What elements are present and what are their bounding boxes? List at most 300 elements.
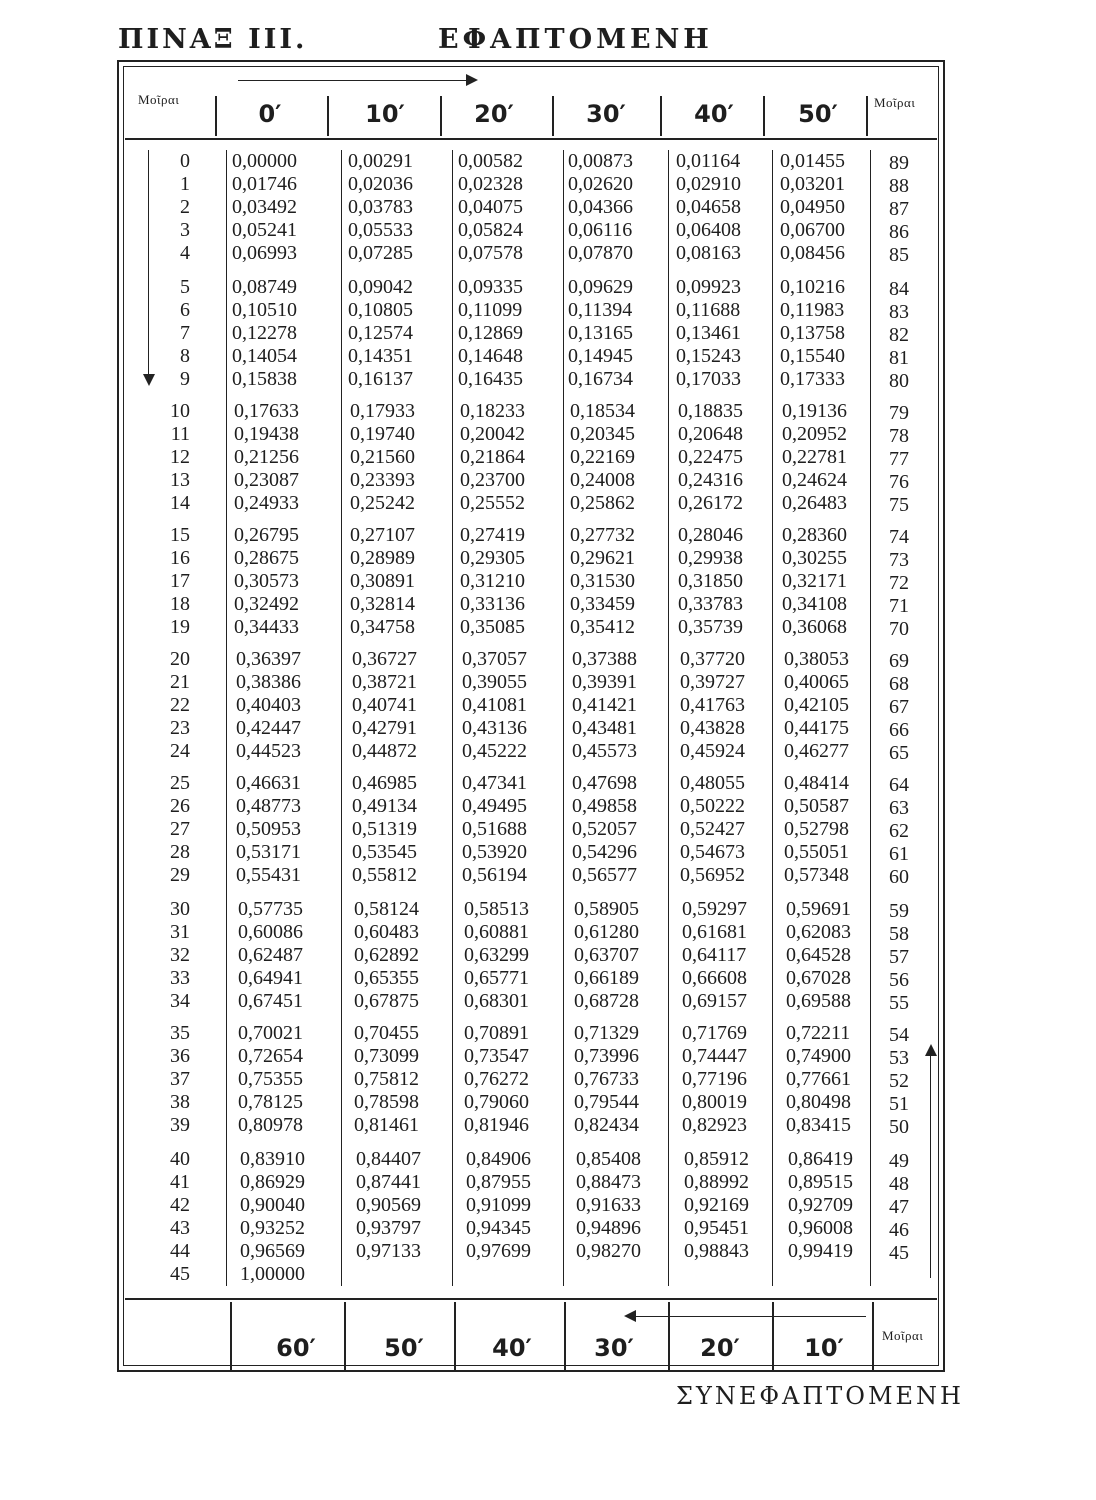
tangent-value: 0,91099 xyxy=(466,1194,531,1216)
tangent-value: 0,14351 xyxy=(348,345,413,367)
tangent-value: 0,00291 xyxy=(348,150,413,172)
tangent-value: 0,28989 xyxy=(350,547,415,569)
tangent-value: 0,93252 xyxy=(240,1217,305,1239)
tangent-value: 0,38386 xyxy=(236,671,301,693)
tangent-value: 0,97699 xyxy=(466,1240,531,1262)
tangent-value: 0,17633 xyxy=(234,400,299,422)
complement-degree-value: 52 xyxy=(889,1070,909,1092)
footer-column-divider xyxy=(230,1302,232,1370)
tangent-value: 0,39055 xyxy=(462,671,527,693)
header-column-divider xyxy=(327,96,329,136)
tangent-value: 0,51688 xyxy=(462,818,527,840)
header-column-divider xyxy=(215,96,217,136)
complement-degree-value: 74 xyxy=(889,526,909,548)
header-moirai-right: Μοῖραι xyxy=(874,95,916,110)
tangent-value: 0,35085 xyxy=(460,616,525,638)
body-column-divider xyxy=(563,150,564,1286)
tangent-value: 0,24933 xyxy=(234,492,299,514)
degree-value: 33 xyxy=(170,967,190,989)
complement-degree-value: 79 xyxy=(889,402,909,424)
complement-degree-value: 84 xyxy=(889,278,909,300)
header-column-divider xyxy=(866,96,868,136)
tangent-value: 0,60483 xyxy=(354,921,419,943)
cotangent-title: ΣΥΝΕΦΑΠΤΟΜΕΝΗ xyxy=(676,1382,964,1410)
tangent-value: 0,62892 xyxy=(354,944,419,966)
complement-degree-value: 55 xyxy=(889,992,909,1014)
tangent-value: 0,09335 xyxy=(458,276,523,298)
tangent-value: 0,34758 xyxy=(350,616,415,638)
degree-value: 43 xyxy=(170,1217,190,1239)
tangent-value: 0,53920 xyxy=(462,841,527,863)
tangent-value: 0,35412 xyxy=(570,616,635,638)
tangent-value: 0,37057 xyxy=(462,648,527,670)
tangent-value: 0,41763 xyxy=(680,694,745,716)
tangent-value: 0,70891 xyxy=(464,1022,529,1044)
footer-minute-label: 30′ xyxy=(594,1334,634,1362)
tangent-value: 0,50222 xyxy=(680,795,745,817)
tangent-value: 0,21864 xyxy=(460,446,525,468)
tangent-value: 0,89515 xyxy=(788,1171,853,1193)
footer-divider xyxy=(125,1298,937,1300)
degree-value: 7 xyxy=(180,322,190,344)
tangent-value: 0,55431 xyxy=(236,864,301,886)
tangent-value: 0,06993 xyxy=(232,242,297,264)
tangent-value: 0,64117 xyxy=(682,944,747,966)
tangent-value: 0,18534 xyxy=(570,400,635,422)
tangent-value: 0,02910 xyxy=(676,173,741,195)
tangent-value: 0,50953 xyxy=(236,818,301,840)
top-arrow-head xyxy=(466,74,478,86)
tangent-value: 0,71329 xyxy=(574,1022,639,1044)
tangent-value: 0,91633 xyxy=(576,1194,641,1216)
complement-degree-value: 54 xyxy=(889,1024,909,1046)
degree-value: 13 xyxy=(170,469,190,491)
tangent-value: 0,73547 xyxy=(464,1045,529,1067)
tangent-value: 0,42447 xyxy=(236,717,301,739)
tangent-value: 0,56194 xyxy=(462,864,527,886)
degree-value: 0 xyxy=(180,150,190,172)
degree-value: 12 xyxy=(170,446,190,468)
degree-value: 34 xyxy=(170,990,190,1012)
tangent-value: 0,11983 xyxy=(780,299,845,321)
tangent-value: 0,28675 xyxy=(234,547,299,569)
tangent-value: 0,97133 xyxy=(356,1240,421,1262)
tangent-value: 1,00000 xyxy=(240,1263,305,1285)
tangent-value: 0,92709 xyxy=(788,1194,853,1216)
tangent-value: 0,19438 xyxy=(234,423,299,445)
tangent-value: 0,96008 xyxy=(788,1217,853,1239)
tangent-value: 0,69588 xyxy=(786,990,851,1012)
tangent-value: 0,23087 xyxy=(234,469,299,491)
tangent-value: 0,17933 xyxy=(350,400,415,422)
tangent-value: 0,48773 xyxy=(236,795,301,817)
tangent-value: 0,72654 xyxy=(238,1045,303,1067)
tangent-value: 0,20042 xyxy=(460,423,525,445)
tangent-value: 0,94896 xyxy=(576,1217,641,1239)
header-column-divider xyxy=(552,96,554,136)
tangent-value: 0,20952 xyxy=(782,423,847,445)
tangent-value: 0,18835 xyxy=(678,400,743,422)
tangent-value: 0,76272 xyxy=(464,1068,529,1090)
footer-column-divider xyxy=(344,1302,346,1370)
tangent-value: 0,09042 xyxy=(348,276,413,298)
header-minute-label: 10′ xyxy=(365,100,405,128)
degree-value: 39 xyxy=(170,1114,190,1136)
tangent-value: 0,81946 xyxy=(464,1114,529,1136)
tangent-value: 0,00582 xyxy=(458,150,523,172)
complement-degree-value: 70 xyxy=(889,618,909,640)
degree-value: 23 xyxy=(170,717,190,739)
tangent-value: 0,32171 xyxy=(782,570,847,592)
complement-degree-value: 77 xyxy=(889,448,909,470)
degree-value: 20 xyxy=(170,648,190,670)
complement-degree-value: 88 xyxy=(889,175,909,197)
tangent-value: 0,41421 xyxy=(572,694,637,716)
degree-value: 18 xyxy=(170,593,190,615)
footer-column-divider xyxy=(772,1302,774,1370)
tangent-value: 0,92169 xyxy=(684,1194,749,1216)
tangent-value: 0,28360 xyxy=(782,524,847,546)
complement-degree-value: 57 xyxy=(889,946,909,968)
tangent-value: 0,60086 xyxy=(238,921,303,943)
tangent-value: 0,79060 xyxy=(464,1091,529,1113)
tangent-value: 0,88992 xyxy=(684,1171,749,1193)
tangent-value: 0,99419 xyxy=(788,1240,853,1262)
tangent-value: 0,86419 xyxy=(788,1148,853,1170)
complement-degree-value: 60 xyxy=(889,866,909,888)
tangent-value: 0,30255 xyxy=(782,547,847,569)
tangent-value: 0,32814 xyxy=(350,593,415,615)
tangent-value: 0,27732 xyxy=(570,524,635,546)
tangent-value: 0,15243 xyxy=(676,345,741,367)
tangent-value: 0,27419 xyxy=(460,524,525,546)
complement-degree-value: 45 xyxy=(889,1242,909,1264)
tangent-value: 0,18233 xyxy=(460,400,525,422)
tangent-value: 0,45222 xyxy=(462,740,527,762)
tangent-value: 0,68728 xyxy=(574,990,639,1012)
tangent-value: 0,43136 xyxy=(462,717,527,739)
tangent-value: 0,04366 xyxy=(568,196,633,218)
degree-value: 29 xyxy=(170,864,190,886)
tangent-value: 0,81461 xyxy=(354,1114,419,1136)
complement-degree-value: 56 xyxy=(889,969,909,991)
tangent-value: 0,50587 xyxy=(784,795,849,817)
degree-value: 1 xyxy=(180,173,190,195)
tangent-value: 0,04075 xyxy=(458,196,523,218)
degree-value: 36 xyxy=(170,1045,190,1067)
tangent-value: 0,43481 xyxy=(572,717,637,739)
tangent-value: 0,02328 xyxy=(458,173,523,195)
body-column-divider xyxy=(772,150,773,1286)
footer-column-divider xyxy=(564,1302,566,1370)
header-minute-label: 40′ xyxy=(694,100,734,128)
tangent-value: 0,70455 xyxy=(354,1022,419,1044)
complement-degree-value: 83 xyxy=(889,301,909,323)
tangent-value: 0,58905 xyxy=(574,898,639,920)
complement-degree-value: 64 xyxy=(889,774,909,796)
tangent-value: 0,03201 xyxy=(780,173,845,195)
tangent-value: 0,25862 xyxy=(570,492,635,514)
tangent-value: 0,37720 xyxy=(680,648,745,670)
complement-degree-value: 67 xyxy=(889,696,909,718)
tangent-value: 0,82923 xyxy=(682,1114,747,1136)
tangent-value: 0,62487 xyxy=(238,944,303,966)
tangent-value: 0,78125 xyxy=(238,1091,303,1113)
tangent-value: 0,46631 xyxy=(236,772,301,794)
degree-value: 16 xyxy=(170,547,190,569)
tangent-value: 0,74447 xyxy=(682,1045,747,1067)
tangent-value: 0,85912 xyxy=(684,1148,749,1170)
tangent-value: 0,10510 xyxy=(232,299,297,321)
header-divider xyxy=(125,138,937,140)
complement-degree-value: 68 xyxy=(889,673,909,695)
tangent-value: 0,76733 xyxy=(574,1068,639,1090)
tangent-value: 0,87441 xyxy=(356,1171,421,1193)
header-moirai-left: Μοῖραι xyxy=(138,92,180,107)
complement-degree-value: 81 xyxy=(889,347,909,369)
tangent-value: 0,52057 xyxy=(572,818,637,840)
header-minute-label: 30′ xyxy=(586,100,626,128)
footer-moirai: Μοῖραι xyxy=(882,1328,924,1343)
tangent-value: 0,73099 xyxy=(354,1045,419,1067)
tangent-value: 0,65771 xyxy=(464,967,529,989)
tangent-value: 0,03783 xyxy=(348,196,413,218)
tangent-value: 0,13461 xyxy=(676,322,741,344)
complement-degree-value: 49 xyxy=(889,1150,909,1172)
degree-value: 8 xyxy=(180,345,190,367)
tangent-value: 0,29621 xyxy=(570,547,635,569)
tangent-value: 0,88473 xyxy=(576,1171,641,1193)
tangent-value: 0,47698 xyxy=(572,772,637,794)
tangent-value: 0,98270 xyxy=(576,1240,641,1262)
tangent-value: 0,82434 xyxy=(574,1114,639,1136)
complement-degree-value: 85 xyxy=(889,244,909,266)
degree-value: 35 xyxy=(170,1022,190,1044)
tangent-value: 0,59297 xyxy=(682,898,747,920)
complement-degree-value: 46 xyxy=(889,1219,909,1241)
tangent-value: 0,08456 xyxy=(780,242,845,264)
tangent-value: 0,80019 xyxy=(682,1091,747,1113)
footer-minute-label: 40′ xyxy=(492,1334,532,1362)
tangent-value: 0,52427 xyxy=(680,818,745,840)
tangent-value: 0,67451 xyxy=(238,990,303,1012)
degree-value: 5 xyxy=(180,276,190,298)
tangent-value: 0,07870 xyxy=(568,242,633,264)
tangent-value: 0,22781 xyxy=(782,446,847,468)
complement-degree-value: 65 xyxy=(889,742,909,764)
tangent-value: 0,15838 xyxy=(232,368,297,390)
tangent-value: 0,75355 xyxy=(238,1068,303,1090)
degree-value: 2 xyxy=(180,196,190,218)
tangent-value: 0,53545 xyxy=(352,841,417,863)
tangent-value: 0,20648 xyxy=(678,423,743,445)
tangent-value: 0,24624 xyxy=(782,469,847,491)
tangent-value: 0,14945 xyxy=(568,345,633,367)
tangent-value: 0,74900 xyxy=(786,1045,851,1067)
degree-value: 27 xyxy=(170,818,190,840)
tangent-value: 0,05824 xyxy=(458,219,523,241)
complement-degree-value: 63 xyxy=(889,797,909,819)
degree-value: 17 xyxy=(170,570,190,592)
footer-minute-label: 60′ xyxy=(276,1334,316,1362)
tangent-value: 0,02036 xyxy=(348,173,413,195)
degree-value: 22 xyxy=(170,694,190,716)
tangent-value: 0,71769 xyxy=(682,1022,747,1044)
tangent-value: 0,62083 xyxy=(786,921,851,943)
tangent-value: 0,23393 xyxy=(350,469,415,491)
tangent-value: 0,07578 xyxy=(458,242,523,264)
tangent-value: 0,09629 xyxy=(568,276,633,298)
degree-value: 19 xyxy=(170,616,190,638)
tangent-value: 0,78598 xyxy=(354,1091,419,1113)
tangent-value: 0,69157 xyxy=(682,990,747,1012)
tangent-value: 0,46277 xyxy=(784,740,849,762)
tangent-value: 0,30573 xyxy=(234,570,299,592)
tangent-value: 0,01455 xyxy=(780,150,845,172)
top-arrow-line xyxy=(238,80,470,81)
tangent-value: 0,21560 xyxy=(350,446,415,468)
tangent-value: 0,35739 xyxy=(678,616,743,638)
tangent-value: 0,53171 xyxy=(236,841,301,863)
degree-value: 11 xyxy=(170,423,190,445)
tangent-value: 0,54296 xyxy=(572,841,637,863)
tangent-value: 0,10805 xyxy=(348,299,413,321)
tangent-value: 0,95451 xyxy=(684,1217,749,1239)
footer-column-divider xyxy=(454,1302,456,1370)
tangent-value: 0,29305 xyxy=(460,547,525,569)
tangent-value: 0,42791 xyxy=(352,717,417,739)
tangent-value: 0,36068 xyxy=(782,616,847,638)
tangent-value: 0,65355 xyxy=(354,967,419,989)
complement-degree-value: 47 xyxy=(889,1196,909,1218)
degree-value: 6 xyxy=(180,299,190,321)
tangent-value: 0,66189 xyxy=(574,967,639,989)
right-arrow-line xyxy=(930,1054,931,1278)
tangent-value: 0,06116 xyxy=(568,219,633,241)
tangent-value: 0,05241 xyxy=(232,219,297,241)
body-column-divider xyxy=(226,150,227,1286)
tangent-value: 0,12574 xyxy=(348,322,413,344)
degree-value: 41 xyxy=(170,1171,190,1193)
tangent-value: 0,39391 xyxy=(572,671,637,693)
degree-value: 42 xyxy=(170,1194,190,1216)
tangent-value: 0,46985 xyxy=(352,772,417,794)
complement-degree-value: 66 xyxy=(889,719,909,741)
tangent-value: 0,11394 xyxy=(568,299,633,321)
tangent-value: 0,07285 xyxy=(348,242,413,264)
tangent-value: 0,49495 xyxy=(462,795,527,817)
tangent-value: 0,45924 xyxy=(680,740,745,762)
tangent-value: 0,26483 xyxy=(782,492,847,514)
tangent-value: 0,60881 xyxy=(464,921,529,943)
tangent-value: 0,61681 xyxy=(682,921,747,943)
tangent-value: 0,63299 xyxy=(464,944,529,966)
tangent-value: 0,42105 xyxy=(784,694,849,716)
tangent-value: 0,77661 xyxy=(786,1068,851,1090)
tangent-value: 0,33459 xyxy=(570,593,635,615)
tangent-value: 0,86929 xyxy=(240,1171,305,1193)
tangent-value: 0,37388 xyxy=(572,648,637,670)
tangent-value: 0,96569 xyxy=(240,1240,305,1262)
tangent-value: 0,80498 xyxy=(786,1091,851,1113)
tangent-value: 0,44175 xyxy=(784,717,849,739)
complement-degree-value: 71 xyxy=(889,595,909,617)
tangent-value: 0,17033 xyxy=(676,368,741,390)
tangent-value: 0,36727 xyxy=(352,648,417,670)
degree-value: 26 xyxy=(170,795,190,817)
tangent-value: 0,79544 xyxy=(574,1091,639,1113)
complement-degree-value: 80 xyxy=(889,370,909,392)
tangent-value: 0,68301 xyxy=(464,990,529,1012)
tangent-value: 0,00000 xyxy=(232,150,297,172)
footer-minute-label: 50′ xyxy=(384,1334,424,1362)
tangent-value: 0,31850 xyxy=(678,570,743,592)
body-column-divider xyxy=(870,150,871,1286)
tangent-value: 0,21256 xyxy=(234,446,299,468)
degree-value: 45 xyxy=(170,1263,190,1285)
tangent-value: 0,16734 xyxy=(568,368,633,390)
degree-value: 40 xyxy=(170,1148,190,1170)
tangent-value: 0,20345 xyxy=(570,423,635,445)
tangent-value: 0,32492 xyxy=(234,593,299,615)
tangent-value: 0,67028 xyxy=(786,967,851,989)
tangent-value: 0,84906 xyxy=(466,1148,531,1170)
tangent-value: 0,06408 xyxy=(676,219,741,241)
tangent-value: 0,80978 xyxy=(238,1114,303,1136)
degree-value: 25 xyxy=(170,772,190,794)
body-column-divider xyxy=(452,150,453,1286)
tangent-value: 0,87955 xyxy=(466,1171,531,1193)
tangent-value: 0,19136 xyxy=(782,400,847,422)
degree-value: 3 xyxy=(180,219,190,241)
tangent-value: 0,15540 xyxy=(780,345,845,367)
tangent-value: 0,64941 xyxy=(238,967,303,989)
tangent-value: 0,25242 xyxy=(350,492,415,514)
tangent-value: 0,45573 xyxy=(572,740,637,762)
header-column-divider xyxy=(660,96,662,136)
tangent-value: 0,25552 xyxy=(460,492,525,514)
tangent-value: 0,26795 xyxy=(234,524,299,546)
degree-value: 28 xyxy=(170,841,190,863)
tangent-value: 0,08163 xyxy=(676,242,741,264)
degree-value: 15 xyxy=(170,524,190,546)
tangent-value: 0,12278 xyxy=(232,322,297,344)
body-column-divider xyxy=(668,150,669,1286)
tangent-value: 0,83415 xyxy=(786,1114,851,1136)
tangent-value: 0,04658 xyxy=(676,196,741,218)
header-minute-label: 0′ xyxy=(258,100,282,128)
complement-degree-value: 72 xyxy=(889,572,909,594)
complement-degree-value: 58 xyxy=(889,923,909,945)
tangent-value: 0,01164 xyxy=(676,150,741,172)
tangent-value: 0,30891 xyxy=(350,570,415,592)
tangent-value: 0,56577 xyxy=(572,864,637,886)
tangent-value: 0,22169 xyxy=(570,446,635,468)
tangent-value: 0,94345 xyxy=(466,1217,531,1239)
left-arrow-line xyxy=(148,150,149,376)
tangent-value: 0,05533 xyxy=(348,219,413,241)
degree-value: 31 xyxy=(170,921,190,943)
tangent-value: 0,34433 xyxy=(234,616,299,638)
tangent-value: 0,33783 xyxy=(678,593,743,615)
footer-minute-label: 20′ xyxy=(700,1334,740,1362)
tangent-value: 0,23700 xyxy=(460,469,525,491)
body-column-divider xyxy=(341,150,342,1286)
tangent-value: 0,29938 xyxy=(678,547,743,569)
tangent-value: 0,83910 xyxy=(240,1148,305,1170)
tangent-value: 0,66608 xyxy=(682,967,747,989)
tangent-value: 0,39727 xyxy=(680,671,745,693)
